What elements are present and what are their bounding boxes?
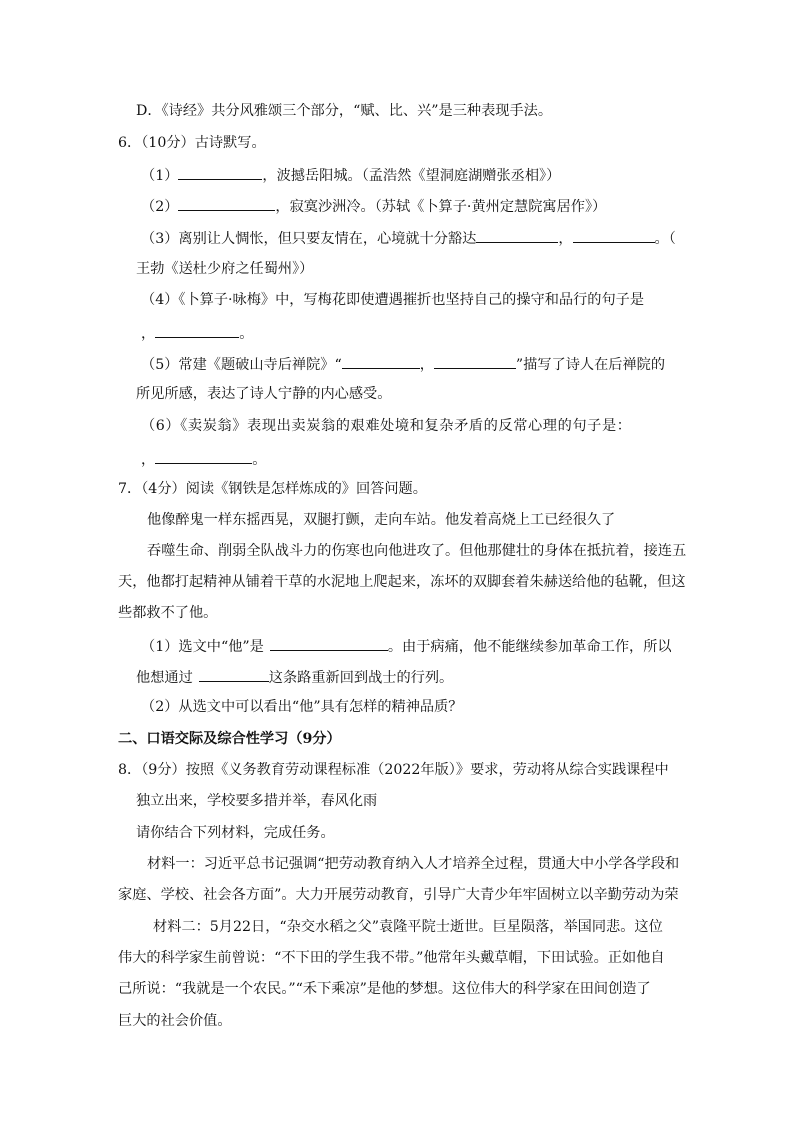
q6-item-1: （1） ，波撼岳阳城。（孟浩然《望洞庭湖赠张丞相》） (141, 164, 560, 186)
material-2-line-4: 巨大的社会价值。 (118, 1013, 232, 1029)
question-6-heading: 6．（10分）古诗默写。 (118, 135, 266, 151)
q6-item-3-source: 王勃《送杜少府之任蜀州》） (136, 261, 314, 277)
answer-blank[interactable] (155, 448, 252, 464)
answer-blank[interactable] (199, 666, 269, 682)
passage-line-4: 些都救不了他。 (118, 605, 218, 621)
question-7-heading: 7．（4分）阅读《钢铁是怎样炼成的》回答问题。 (118, 481, 427, 497)
passage-line-1: 他像醉鬼一样东摇西晃，双腿打颤，走向车站。他发着高烧上工已经很久了 (147, 512, 616, 528)
q6-item-5: （5）常建《题破山寺后禅院》“ ， ”描写了诗人在后禅院的 (141, 353, 665, 375)
question-8-line-3: 请你结合下列材料，完成任务。 (136, 825, 335, 841)
material-2-line-3: 己所说：“我就是一个农民。”“禾下乘凉”是他的梦想。这位伟大的科学家在田间创造了 (118, 981, 651, 997)
answer-blank[interactable] (476, 227, 558, 243)
answer-blank[interactable] (573, 227, 655, 243)
question-8-line-1: 8．（9分）按照《义务教育劳动课程标准（2022年版）》要求，劳动将从综合实践课程中 (118, 762, 669, 778)
answer-blank[interactable] (342, 353, 420, 369)
material-2-line-2: 伟大的科学家生前曾说：“不下田的学生我不带。”他常年头戴草帽，下田试验。正如他自 (118, 950, 665, 966)
q6-item-5-cont: 所见所感，表达了诗人宁静的内心感受。 (136, 386, 392, 402)
q7-sub-2: （2）从选文中可以看出“他”具有怎样的精神品质？ (141, 699, 463, 715)
q6-item-6: （6）《卖炭翁》表现出卖炭翁的艰难处境和复杂矛盾的反常心理的句子是： (141, 418, 632, 434)
answer-blank[interactable] (155, 322, 239, 338)
answer-blank[interactable] (178, 195, 275, 211)
answer-blank[interactable] (434, 353, 516, 369)
q6-item-3: （3）离别让人惆怅，但只要友情在，心境就十分豁达 ， 。（ (141, 227, 676, 249)
question-8-line-2: 独立出来，学校要多措并举，春风化雨 (136, 793, 378, 809)
material-1-line-2: 家庭、学校、社会各方面”。大力开展劳动教育，引导广大青少年牢固树立以辛勤劳动为荣 (118, 887, 679, 903)
q6-item-4-answer: ， 。 (141, 322, 253, 344)
q6-item-2: （2） ，寂寞沙洲冷。（苏轼《卜算子·黄州定慧院寓居作》） (141, 195, 606, 217)
q6-item-6-answer: ， 。 (141, 448, 266, 470)
material-1-line-1: 材料一：习近平总书记强调“把劳动教育纳入人才培养全过程，贯通大中小学各学段和 (147, 856, 680, 872)
q7-sub-1-cont: 他想通过 这条路重新回到战士的行列。 (136, 666, 453, 688)
answer-blank[interactable] (178, 164, 262, 180)
section-2-heading: 二、口语交际及综合性学习（9分） (118, 731, 341, 747)
material-2-line-1: 材料二：5月22日，“杂交水稻之父”袁隆平院士逝世。巨星陨落，举国同悲。这位 (153, 919, 663, 935)
option-d: D．《诗经》共分风雅颂三个部分，“赋、比、兴”是三种表现手法。 (136, 103, 553, 119)
q6-item-4: （4）《卜算子·咏梅》中，写梅花即使遭遇摧折也坚持自己的操守和品行的句子是 (141, 292, 645, 308)
passage-line-2: 吞噬生命、削弱全队战斗力的伤寒也向他进攻了。但他那健壮的身体在抵抗着，接连五 (147, 543, 687, 559)
passage-line-3: 天，他都打起精神从铺着干草的水泥地上爬起来，冻坏的双脚套着朱赫送给他的毡靴，但这 (118, 574, 686, 590)
q7-sub-1: （1）选文中“他”是 。由于病痛，他不能继续参加革命工作，所以 (141, 635, 672, 657)
answer-blank[interactable] (270, 635, 388, 651)
